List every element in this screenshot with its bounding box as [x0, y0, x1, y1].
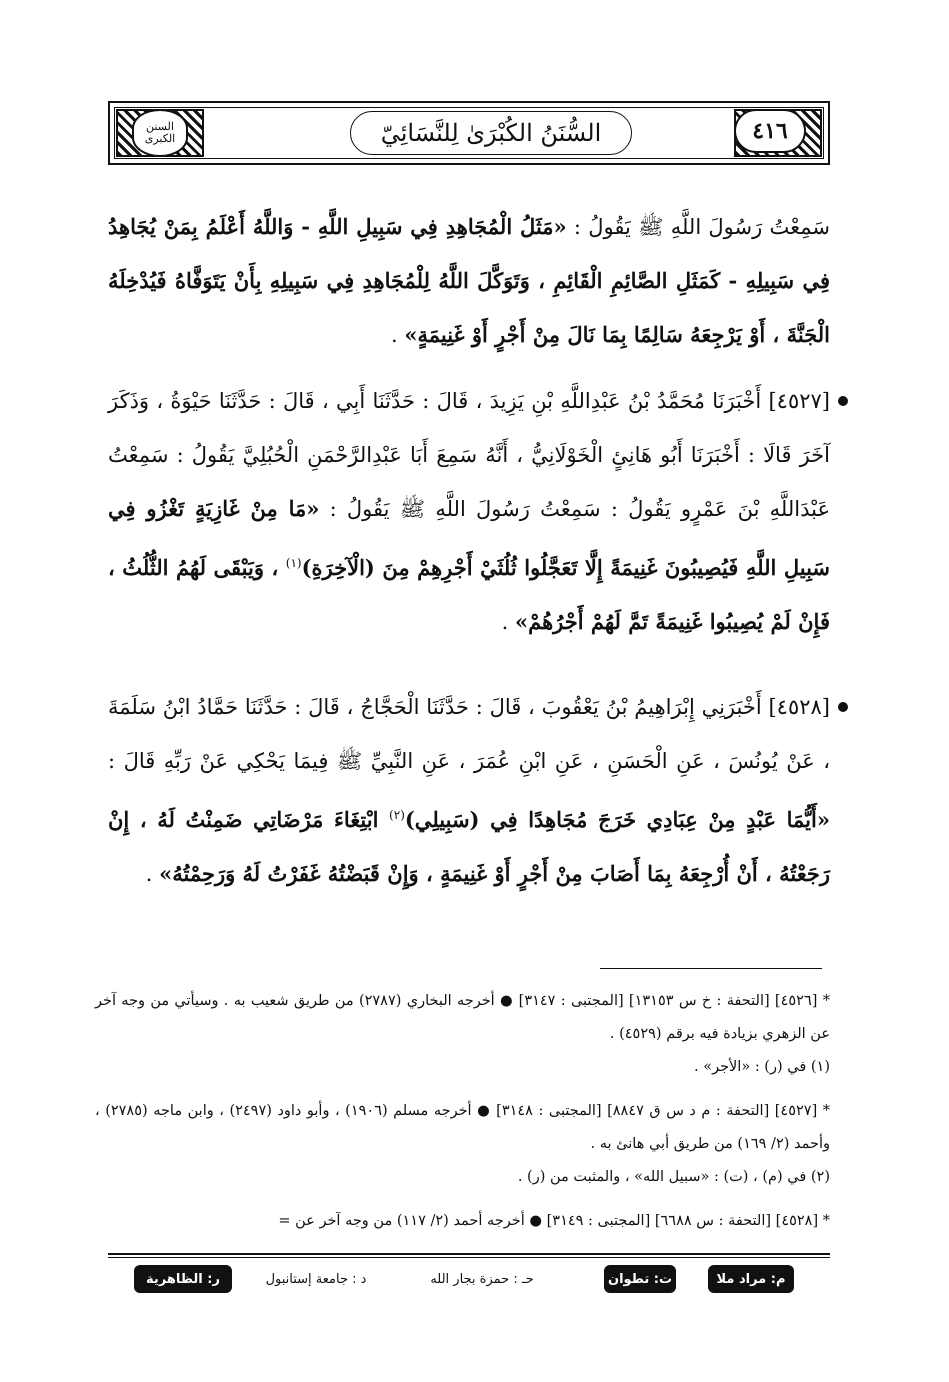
paragraph-hadith-4526-end [108, 200, 830, 362]
footnote-4526-text: * [٤٥٢٦] [التحفة : خ س ١٣١٥٣] [المجتبى : ٣١٤٧] ● أخرجه البخاري (٢٧٨٧) من طريق شعيب به . وسيأتي من وجه آخر عن الزهري بزيادة فيه برقم (٤٥٢٩) . [95, 993, 830, 1042]
manuscript-tag-h: حـ : حمزة بجار الله [430, 1271, 534, 1287]
footnote-4527 [95, 1095, 830, 1194]
footnote-2-note: (٢) في (م) ، (ت) : «سبيل الله» ، والمثبت من (ر) . [517, 1169, 830, 1185]
manuscript-tag-t: ت: تطوان [604, 1265, 676, 1293]
footnote-1-note: (١) في (ر) : «الأجر» . [693, 1059, 830, 1075]
page-header [108, 101, 830, 165]
footnote-4527-text: * [٤٥٢٧] [التحفة : م د س ق ٨٨٤٧] [المجتبى : ٣١٤٨] ● أخرجه مسلم (١٩٠٦) ، وأبو داود (٢٤٩٧) ، وابن ماجه (٢٧٨٥) ، وأحمد (٢/ ١٦٩) من طريق أبي هانئ به . [95, 1103, 830, 1152]
p3-intro: أَخْبَرَنِي إِبْرَاهِيمُ بْنُ يَعْقُوبَ ، قَالَ : حَدَّثَنَا الْحَجَّاجُ ، قَالَ : حَدَّثَنَا حَمَّادُ ابْنُ سَلَمَةَ ، عَنْ يُونُسَ ، عَنِ الْحَسَنِ ، عَنِ ابْنِ عُمَرَ ، عَنِ النَّبِيِّ ﷺ فِيمَا يَحْكِي عَنْ رَبِّهِ قَالَ : [108, 695, 830, 773]
page-number: ٤١٦ [734, 109, 806, 153]
p3-hadith-b: ابْتِغَاءَ مَرْضَاتِي ضَمِنْتُ لَهُ ، إِنْ رَجَعْتُهُ ، أَنْ أُرْجِعَهُ بِمَا أَصَابَ مِنْ أَجْرٍ أَوْ غَنِيمَةٍ ، وَإِنْ قَبَضْتُهُ غَفَرْتُ لَهُ وَرَحِمْتُهُ» [108, 807, 830, 886]
footnote-4528-text: * [٤٥٢٨] [التحفة : س ٦٦٨٨] [المجتبى : ٣١٤٩] ● أخرجه أحمد (٢/ ١١٧) من وجه آخر عن = [278, 1213, 830, 1229]
paragraph-hadith-4528 [108, 680, 830, 901]
manuscript-tag-d: د : جامعة إستانبول [265, 1271, 367, 1287]
p1-intro: سَمِعْتُ رَسُولَ اللَّهِ ﷺ يَقُولُ : [566, 215, 830, 239]
p2-end: . [501, 610, 515, 634]
p1-end: . [390, 323, 405, 347]
p2-hadith-b: ، وَيَبْقَى لَهُمُ الثُّلُثُ ، فَإِنْ لَمْ يُصِيبُوا غَنِيمَةً تَمَّ لَهُمْ أَجْرُهُمْ» [108, 555, 830, 634]
bullet-4528 [838, 702, 848, 712]
p2-footnote-ref: (١) [285, 556, 302, 570]
book-title: السُّنَنُ الكُبْرَىٰ لِلنَّسَائِيّ [350, 111, 632, 155]
p1-hadith: «مَثَلُ الْمُجَاهِدِ فِي سَبِيلِ اللَّهِ - وَاللَّهُ أَعْلَمُ بِمَنْ يُجَاهِدُ فِي سَبِيلِهِ - كَمَثَلِ الصَّائِمِ الْقَائِمِ ، وَتَوَكَّلَ اللَّهُ لِلْمُجَاهِدِ فِي سَبِيلِهِ بِأَنْ يَتَوَفَّاهُ فَيُدْخِلَهُ الْجَنَّةَ ، أَوْ يَرْجِعَهُ سَالِمًا بِمَا نَالَ مِنْ أَجْرٍ أَوْ غَنِيمَةٍ» [108, 214, 830, 347]
manuscript-tag-r: ر: الظاهرية [134, 1265, 232, 1293]
book-logo: السنن الكبرى [132, 109, 188, 157]
manuscript-tag-m: م: مراد ملا [708, 1265, 794, 1293]
paragraph-hadith-4527 [108, 374, 830, 649]
bottom-rule [108, 1253, 830, 1255]
p2-intro: أَخْبَرَنَا مُحَمَّدُ بْنُ عَبْدِاللَّهِ بْنِ يَزِيدَ ، قَالَ : حَدَّثَنَا أَبِي ، قَالَ : حَدَّثَنَا حَيْوَةُ ، وَذَكَرَ آخَرَ قَالَا : أَخْبَرَنَا أَبُو هَانِئٍ الْخَوْلَانِيُّ ، أَنَّهُ سَمِعَ أَبَا عَبْدِالرَّحْمَنِ الْحُبُلِيَّ يَقُولُ : سَمِعْتُ عَبْدَاللَّهِ بْنَ عَمْرٍو يَقُولُ : سَمِعْتُ رَسُولَ اللَّهِ ﷺ يَقُولُ : [108, 389, 830, 521]
bullet-4527 [838, 396, 848, 406]
p3-hadith-a: «أَيُّمَا عَبْدٍ مِنْ عِبَادِي خَرَجَ مُجَاهِدًا فِي (سَبِيلِي) [404, 807, 830, 832]
p3-footnote-ref: (٢) [389, 808, 405, 822]
p3-end: . [145, 862, 160, 886]
footnote-4528 [95, 1205, 830, 1238]
p2-hadith-a: «مَا مِنْ غَازِيَةٍ تَغْزُو فِي سَبِيلِ اللَّهِ فَيُصِيبُونَ غَنِيمَةً إِلَّا تَعَجَّلُوا ثُلُثَيْ أَجْرِهِمْ مِنَ (الْآخِرَةِ) [108, 496, 830, 580]
bottom-rule-thin [108, 1257, 830, 1258]
p2-number: [٤٥٢٧] [768, 389, 830, 413]
footnote-separator [600, 968, 822, 969]
p3-number: [٤٥٢٨] [768, 695, 830, 719]
footnote-4526 [95, 985, 830, 1084]
